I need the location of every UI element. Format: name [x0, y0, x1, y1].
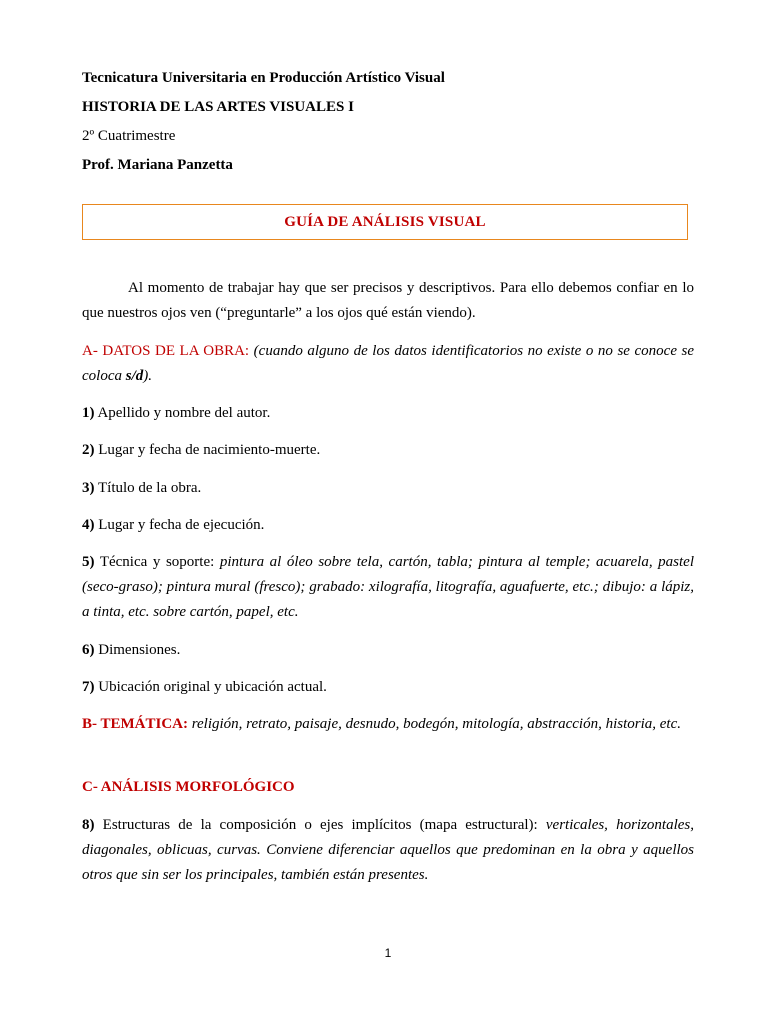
term: 2º Cuatrimestre [82, 128, 176, 144]
section-c-heading: C- ANÁLISIS MORFOLÓGICO [82, 779, 295, 795]
program-name: Tecnicatura Universitaria en Producción Artístico Visual [82, 70, 445, 86]
intro-text: Al momento de trabajar hay que ser precisos y descriptivos. Para ello debemos confiar en lo que nuestros ojos ven (“preguntarle” a los ojos qué están viendo). [82, 280, 694, 321]
document-title: GUÍA DE ANÁLISIS VISUAL [284, 213, 486, 230]
list-item: 1) Apellido y nombre del autor. [82, 405, 271, 421]
list-item: 3) Título de la obra. [82, 480, 202, 496]
list-item: 2) Lugar y fecha de nacimiento-muerte. [82, 442, 321, 458]
list-item: 8) Estructuras de la composición o ejes implícitos (mapa estructural): verticales, horizontales, diagonales, oblicuas, curvas. Conviene diferenciar aquellos que predominan en la obra y aquellos otros que sin ser los principales, también están presentes. [82, 817, 695, 883]
list-item: 4) Lugar y fecha de ejecución. [82, 517, 265, 533]
list-item: 7) Ubicación original y ubicación actual. [82, 679, 327, 695]
list-item: 5) Técnica y soporte: pintura al óleo sobre tela, cartón, tabla; pintura al temple; acuarela, pastel (seco-graso); pintura mural (fresco); grabado: xilografía, litografía, aguafuerte, etc.; dibujo: a lápiz, a tinta, etc. sobre cartón, papel, etc. [82, 554, 694, 620]
document-title-box [82, 204, 688, 240]
professor-name: Prof. Mariana Panzetta [82, 157, 233, 173]
section-a-note: (cuando alguno de los datos identificatorios no existe o no se conoce se coloca s/d). [82, 343, 695, 384]
section-a [82, 339, 694, 389]
section-a-heading: A- DATOS DE LA OBRA: [82, 343, 250, 359]
course-name: HISTORIA DE LAS ARTES VISUALES I [82, 99, 354, 115]
intro-paragraph [82, 276, 694, 326]
section-b-heading: B- TEMÁTICA: [82, 716, 188, 732]
page-number: 1 [384, 946, 392, 960]
section-b [82, 712, 694, 737]
section-b-text: religión, retrato, paisaje, desnudo, bodegón, mitología, abstracción, historia, etc. [191, 716, 682, 732]
list-item: 6) Dimensiones. [82, 642, 181, 658]
